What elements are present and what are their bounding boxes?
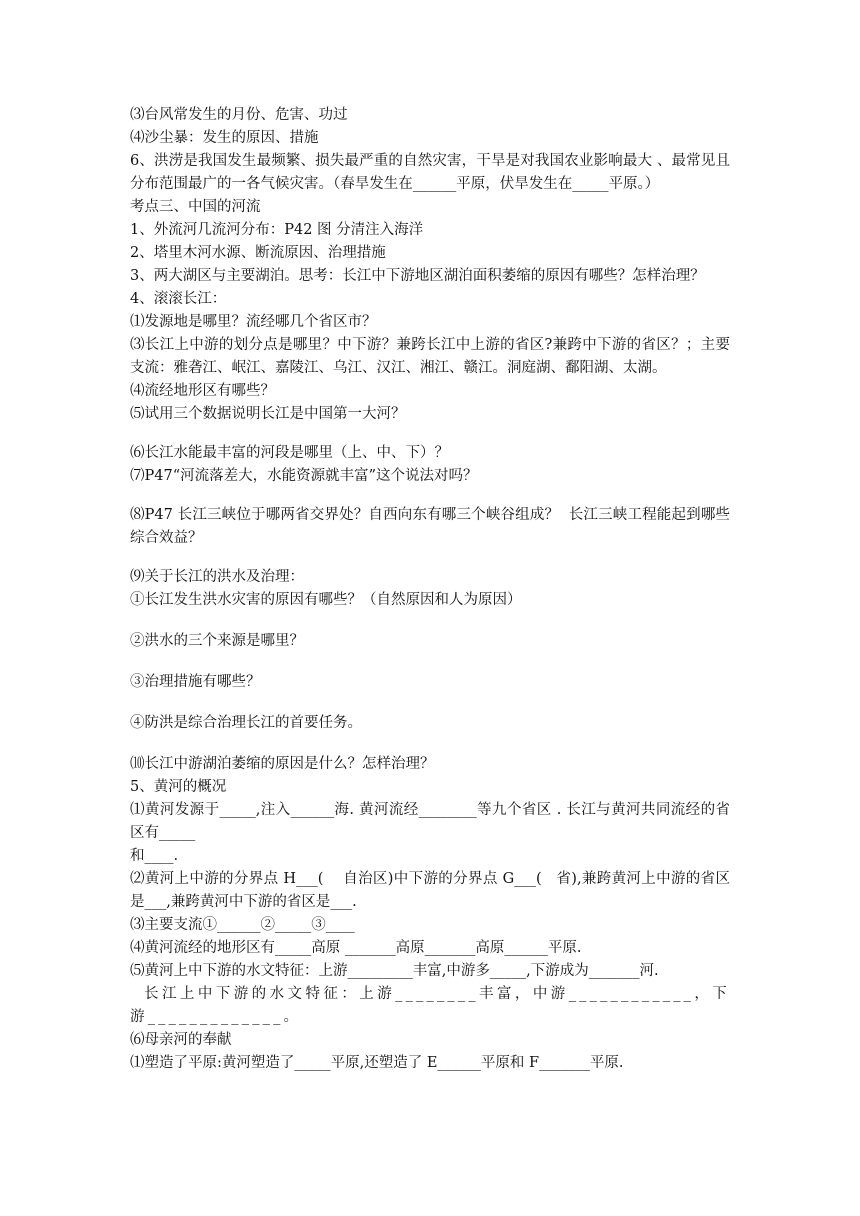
text-line: ⑶长江上中游的划分点是哪里？中下游？兼跨长江中上游的省区?兼跨中下游的省区？；主要支流：雅砻江、岷江、嘉陵江、乌江、汉江、湘江、赣江。洞庭湖、鄱阳湖、太湖。 <box>130 337 730 376</box>
text-line: 5、黄河的概况 <box>130 779 227 795</box>
text-line: 长江上中下游的水文特征：上游________丰富，中游____________，下游_____________。 <box>130 986 730 1025</box>
text-line: 和____. <box>130 848 179 864</box>
blank-line <box>130 550 730 566</box>
document-page <box>130 104 730 1075</box>
text-line: 6、洪涝是我国发生最频繁、损失最严重的自然灾害，干旱是对我国农业影响最大 、最常见且分布范围最广的一各气候灾害。（春旱发生在______平原，伏旱发生在_____平原。） <box>130 153 730 192</box>
text-line: ③治理措施有哪些？ <box>130 674 261 690</box>
text-line: 1、外流河几流河分布：P42 图 分清注入海洋 <box>130 222 424 238</box>
text-line: ⑴发源地是哪里？流经哪几个省区市？ <box>130 314 377 330</box>
text-line: ⑴黄河发源于_____,注入______海. 黄河流经________等九个省区 . 长江与黄河共同流经的省区有_____ <box>130 802 730 841</box>
text-line: 3、两大湖区与主要湖泊。思考：长江中下游地区湖泊面积萎缩的原因有哪些？怎样治理？ <box>130 268 705 284</box>
text-line: 2、塔里木河水源、断流原因、治理措施 <box>130 245 386 261</box>
blank-line <box>130 653 730 671</box>
text-line: ⑼关于长江的洪水及治理： <box>130 569 304 585</box>
text-line: 4、滚滚长江： <box>130 291 227 307</box>
text-line: ⑶台风常发生的月份、危害、功过 <box>130 107 348 123</box>
blank-line <box>130 612 730 630</box>
text-line: ⑹长江水能最丰富的河段是哪里（上、中、下）？ <box>130 445 449 461</box>
blank-line <box>130 426 730 442</box>
blank-line <box>130 488 730 504</box>
text-line: ⑵黄河上中游的分界点 H___( 自治区)中下游的分界点 G___( 省),兼跨黄河上中游的省区是___,兼跨黄河中下游的省区是___. <box>130 871 730 910</box>
text-line: ⑷流经地形区有哪些？ <box>130 383 275 399</box>
text-line: ⑴塑造了平原:黄河塑造了_____平原,还塑造了 E______平原和 F_______平原. <box>130 1055 624 1071</box>
text-line: ⑽长江中游湖泊萎缩的原因是什么？怎样治理？ <box>130 756 435 772</box>
blank-line <box>130 735 730 753</box>
section-heading: 考点三、中国的河流 <box>130 199 261 215</box>
text-line: ⑸黄河上中下游的水文特征：上游_________丰富,中游多_____,下游成为_______河. <box>130 963 659 979</box>
text-line: ⑷黄河流经的地形区有_____高原 _______高原_______高原______平原. <box>130 940 582 956</box>
text-line: ⑻P47 长江三峡位于哪两省交界处？自西向东有哪三个峡谷组成？ 长江三峡工程能起到哪些综合效益？ <box>130 507 730 546</box>
text-line: ①长江发生洪水灾害的原因有哪些？（自然原因和人为原因） <box>130 592 522 608</box>
text-line: ②洪水的三个来源是哪里？ <box>130 633 304 649</box>
text-line: ⑷沙尘暴：发生的原因、措施 <box>130 130 319 146</box>
blank-line <box>130 694 730 712</box>
text-line: ⑶主要支流①______②_____③____ <box>130 917 355 933</box>
text-line: ⑺P47“河流落差大，水能资源就丰富”这个说法对吗？ <box>130 468 478 484</box>
text-line: ④防洪是综合治理长江的首要任务。 <box>130 715 362 731</box>
text-line: ⑸试用三个数据说明长江是中国第一大河？ <box>130 406 406 422</box>
text-line: ⑹母亲河的奉献 <box>130 1032 232 1048</box>
